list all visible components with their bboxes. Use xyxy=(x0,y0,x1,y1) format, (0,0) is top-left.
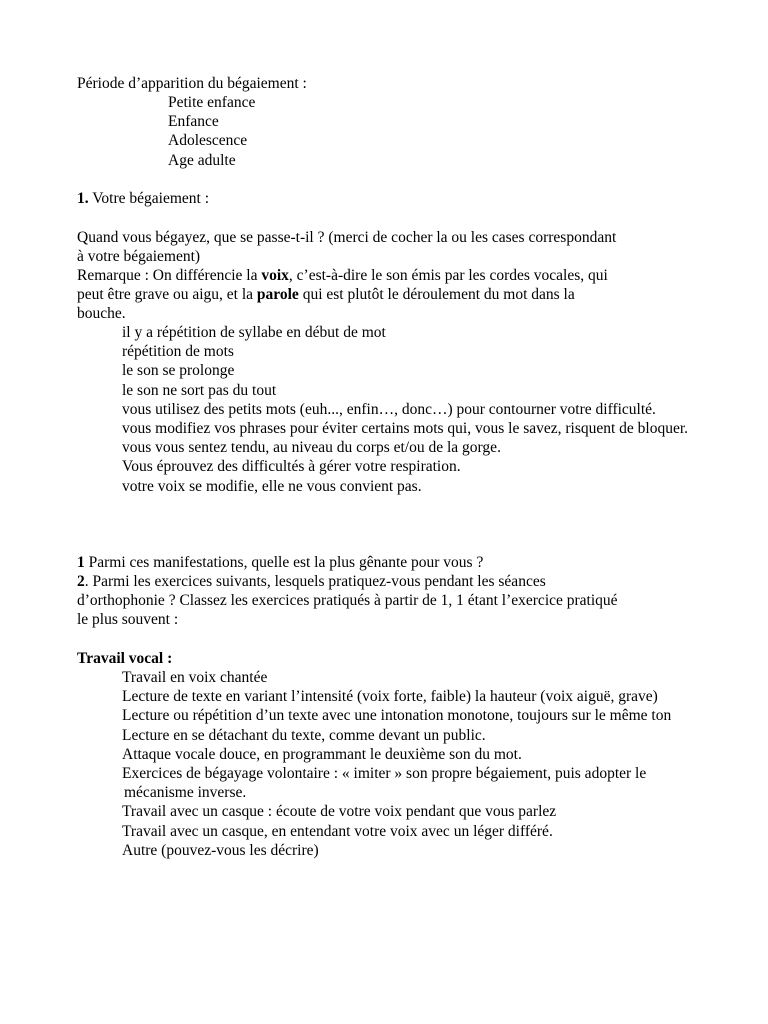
symptom-checklist xyxy=(100,323,712,496)
checklist-item: le son ne sort pas du tout xyxy=(122,381,277,399)
periode-option: Age adulte xyxy=(168,151,236,169)
section1-question-line: Quand vous bégayez, que se passe-t-il ? (merci de cocher la ou les cases correspondant xyxy=(77,229,617,246)
checklist-item: vous utilisez des petits mots (euh..., enfin…, donc…) pour contourner votre difficulté. xyxy=(122,400,656,418)
checklist-item: votre voix se modifie, elle ne vous convient pas. xyxy=(122,477,422,495)
checklist-item: le son se prolonge xyxy=(122,362,235,380)
checklist-item: Travail avec un casque, en entendant votre voix avec un léger différé. xyxy=(122,822,553,840)
periode-option: Enfance xyxy=(168,113,219,131)
question-2-line: 2. Parmi les exercices suivants, lesquels pratiquez-vous pendant les séances xyxy=(77,573,546,590)
periode-title: Période d’apparition du bégaiement : xyxy=(77,75,307,92)
checklist-item: Lecture de texte en variant l’intensité (voix forte, faible) la hauteur (voix aiguë, grave) xyxy=(122,688,658,706)
section1-question-line: à votre bégaiement) xyxy=(77,248,201,265)
checklist-item: Lecture en se détachant du texte, comme devant un public. xyxy=(122,726,486,744)
question-2-line: le plus souvent : xyxy=(77,611,179,628)
checklist-item: Autre (pouvez-vous les décrire) xyxy=(122,841,319,859)
checklist-item: Travail en voix chantée xyxy=(122,669,268,686)
checklist-item: Vous éprouvez des difficultés à gérer votre respiration. xyxy=(122,458,461,476)
periode-option: Petite enfance xyxy=(168,94,256,111)
question-2-line: d’orthophonie ? Classez les exercices pratiqués à partir de 1, 1 étant l’exercice pratiqué xyxy=(77,592,618,609)
section1-heading: 1. Votre bégaiement : xyxy=(77,190,210,207)
travail-vocal-heading: Travail vocal : xyxy=(77,650,173,667)
remark-line: peut être grave ou aigu, et la parole qui est plutôt le déroulement du mot dans la xyxy=(77,286,575,303)
checklist-item: il y a répétition de syllabe en début de mot xyxy=(122,324,386,341)
checklist-item: répétition de mots xyxy=(122,343,234,361)
checklist-item: Travail avec un casque : écoute de votre voix pendant que vous parlez xyxy=(122,803,557,821)
periode-option: Adolescence xyxy=(168,132,248,150)
question-1: 1 Parmi ces manifestations, quelle est la plus gênante pour vous ? xyxy=(77,554,484,571)
checklist-item: Attaque vocale douce, en programmant le deuxième son du mot. xyxy=(122,745,522,763)
checklist-item: Lecture ou répétition d’un texte avec une intonation monotone, toujours sur le même ton xyxy=(122,707,672,725)
checklist-item: vous modifiez vos phrases pour éviter certains mots qui, vous le savez, risquent de bloquer. xyxy=(122,420,689,438)
travail-vocal-checklist xyxy=(100,668,712,860)
periode-options xyxy=(146,93,255,170)
remark-line: bouche. xyxy=(77,305,126,322)
checklist-item: Exercices de bégayage volontaire : « imiter » son propre bégaiement, puis adopter le mécanisme inverse. xyxy=(122,765,647,802)
checklist-item: vous vous sentez tendu, au niveau du corps et/ou de la gorge. xyxy=(122,439,501,457)
remark-line: Remarque : On différencie la voix, c’est-à-dire le son émis par les cordes vocales, qui xyxy=(77,267,608,284)
